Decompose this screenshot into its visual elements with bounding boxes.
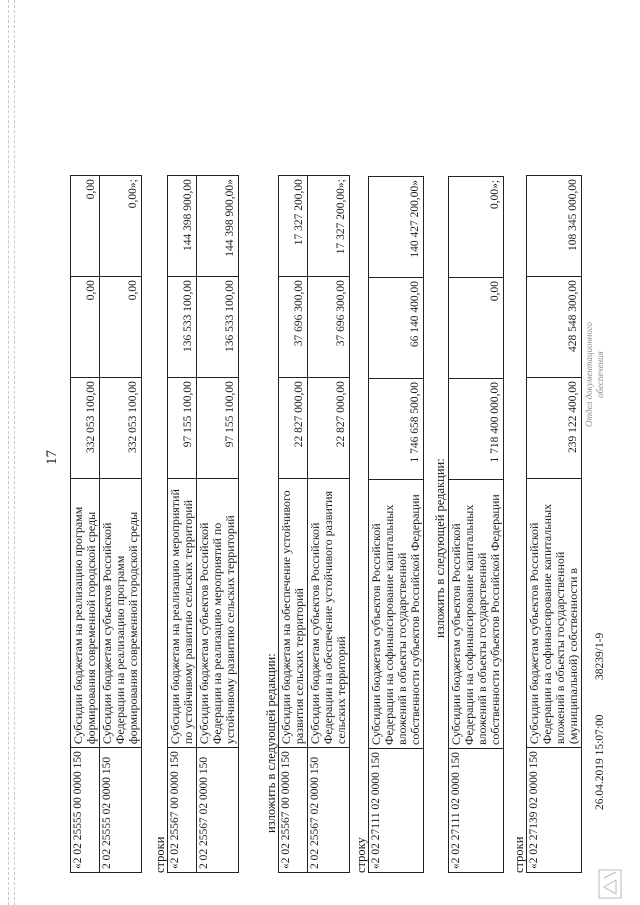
page-number: 17 — [44, 450, 60, 465]
budget-code: «2 02 25555 00 0000 150 — [71, 748, 100, 873]
budget-item-name: Субсидии бюджетам на обеспечение устойчивого развития сельских территорий — [279, 479, 308, 748]
amount-2019: 1 746 658 500,00 — [369, 378, 424, 479]
amount-2021: 108 345 000,00 — [527, 176, 582, 277]
budget-code: «2 02 25567 00 0000 150 — [168, 748, 197, 873]
budget-item-name: Субсидии бюджетам субъектов Российской Федерации на реализацию программ формирования современной городской среды — [100, 479, 142, 748]
amount-2019: 332 053 100,00 — [71, 378, 100, 479]
amount-2019: 97 155 100,00 — [197, 378, 239, 479]
amount-2020: 428 548 300,00 — [527, 277, 582, 378]
amount-2021: 0,00 — [71, 176, 100, 277]
scan-artifact-line — [14, 0, 15, 905]
table-row — [449, 176, 504, 872]
amount-2021: 17 327 200,00 — [279, 176, 308, 277]
amount-2020: 136 533 100,00 — [168, 277, 197, 378]
budget-code: 2 02 25567 02 0000 150 — [197, 748, 239, 873]
amount-2019: 97 155 100,00 — [168, 378, 197, 479]
stamp-line: Отдел документационного — [584, 322, 594, 427]
table-row — [71, 176, 100, 873]
amount-2021: 144 398 900,00» — [197, 176, 239, 277]
budget-item-name: Субсидии бюджетам субъектов Российской Федерации на софинансирование капитальных вложений в объекты государственной собственности субъектов Российской Федерации — [449, 479, 504, 748]
amount-2021: 0,00»; — [100, 176, 142, 277]
budget-table-section-5 — [448, 176, 504, 873]
section-label: строки — [512, 836, 526, 873]
budget-item-name: Субсидии бюджетам субъектов Российской Федерации на реализацию мероприятий по устойчивому развитию сельских территорий — [197, 479, 239, 748]
amount-2020: 136 533 100,00 — [197, 277, 239, 378]
table-row — [369, 176, 424, 872]
amount-2021: 140 427 200,00» — [369, 176, 424, 277]
section-label: изложить в следующей редакции: — [264, 653, 278, 833]
budget-item-name: Субсидии бюджетам на реализацию программ формирования современной городской среды — [71, 479, 100, 748]
budget-table-section-1 — [70, 175, 142, 873]
budget-item-name: Субсидии бюджетам на реализацию мероприятий по устойчивому развитию сельских территорий — [168, 479, 197, 748]
budget-table-section-2 — [167, 175, 239, 873]
amount-2019: 1 718 400 000,00 — [449, 378, 504, 479]
amount-2020: 37 696 300,00 — [279, 277, 308, 378]
budget-code: 2 02 25567 02 0000 150 — [308, 748, 350, 873]
budget-item-name: Субсидии бюджетам субъектов Российской Федерации на обеспечение устойчивого развития сельских территорий — [308, 479, 350, 748]
table-row — [197, 176, 239, 873]
budget-table-section-3 — [278, 175, 350, 873]
budget-code: «2 02 27111 02 0000 150 — [449, 748, 504, 872]
amount-2019: 22 827 000,00 — [308, 378, 350, 479]
section-label: строки — [153, 836, 167, 873]
amount-2019: 239 122 400,00 — [527, 378, 582, 479]
budget-item-name: Субсидии бюджетам субъектов Российской Федерации на софинансирование капитальных вложений в объекты государственной собственности субъектов Российской Федерации — [369, 479, 424, 748]
amount-2021: 0,00»; — [449, 176, 504, 277]
scan-artifact-line — [8, 0, 9, 905]
budget-code: «2 02 25567 00 0000 150 — [279, 748, 308, 873]
amount-2019: 22 827 000,00 — [279, 378, 308, 479]
footer-doc-number: 38239/1-9 — [594, 632, 606, 680]
budget-table-section-4 — [368, 176, 424, 873]
amount-2019: 332 053 100,00 — [100, 378, 142, 479]
budget-table-section-6 — [526, 175, 582, 873]
amount-2020: 0,00 — [71, 277, 100, 378]
section-label: строку — [354, 837, 368, 873]
section-label: изложить в следующей редакции: — [433, 458, 447, 638]
footer-date: 26.04.2019 15:07:00 — [594, 714, 606, 810]
amount-2020: 37 696 300,00 — [308, 277, 350, 378]
amount-2020: 0,00 — [449, 277, 504, 378]
scanner-logo-icon — [598, 869, 622, 899]
budget-code: 2 02 25555 02 0000 150 — [100, 748, 142, 873]
table-row — [168, 176, 197, 873]
amount-2021: 144 398 900,00 — [168, 176, 197, 277]
table-row — [279, 176, 308, 873]
table-row — [308, 176, 350, 873]
amount-2020: 66 140 400,00 — [369, 277, 424, 378]
budget-code: «2 02 27139 02 0000 150 — [527, 748, 582, 873]
amount-2021: 17 327 200,00»; — [308, 176, 350, 277]
table-row — [527, 176, 582, 873]
table-row — [100, 176, 142, 873]
amount-2020: 0,00 — [100, 277, 142, 378]
budget-item-name: Субсидии бюджетам субъектов Российской Федерации на софинансирование капитальных вложений в объекты государственной (муниципальной) собственности в — [527, 479, 582, 748]
stamp-line: обеспечения — [595, 351, 605, 398]
department-stamp — [584, 322, 606, 427]
budget-code: «2 02 27111 02 0000 150 — [369, 748, 424, 872]
